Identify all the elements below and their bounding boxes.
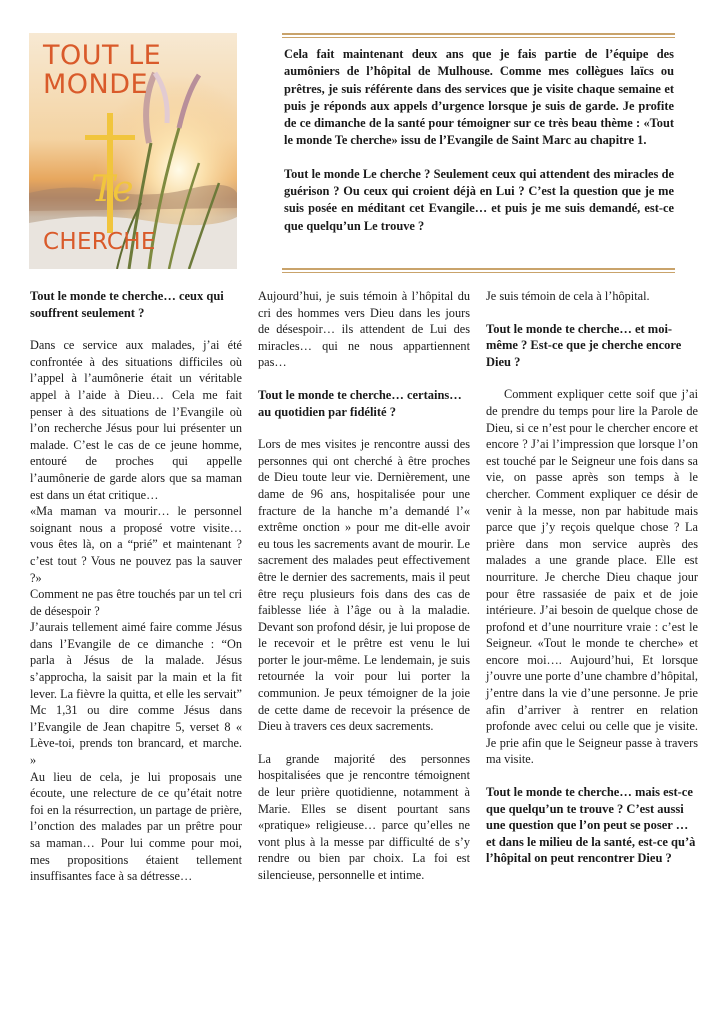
cover-title-line3: CHERCHE bbox=[43, 229, 156, 255]
col2-paragraph-2: Lors de mes visites je rencontre aussi des personnes qui ont cherché à être proches de Dieu toute leur vie. Dernièrement, une dame de 96 ans, hospitalisée pour une fracture de la hanche m’a demandé l’« extrême onction » pour me dit-elle avoir eu tous les sacrements avant de mourir. Le sacrement des malades peut effectivement être le dernier des sacrements, mais il peut être reçu plusieurs fois dans des cas de faiblesse liée à l’âge ou à la maladie. Devant son profond désir, je lui propose de le recevoir et le prêtre est venu le lui porter le jour-même. Le lendemain, je suis retournée la voir pour lui porter la communion. Je peux témoigner de la joie de cette dame de recevoir la présence de Dieu à travers ces deux sacrements. bbox=[258, 437, 470, 734]
intro-block bbox=[284, 46, 674, 251]
col2-paragraph-3: La grande majorité des personnes hospitalisées que je rencontre témoignent de leur prière quotidienne, notamment à Marie. Elles se disent pourtant sans «pratique» religieuse… parce qu’elles ne vont plus à la messe par difficulté de s’y rendre ou bien par choix. La foi est silencieuse, personnelle et intime. bbox=[258, 751, 470, 882]
column-1 bbox=[30, 288, 242, 885]
col3-paragraph-2: Comment expliquer cette soif que j’ai de prendre du temps pour lire la Parole de Dieu, si ce n’est pour le chercher encore et encore ? J’ai l’impression que lorsque l’on est touché par le Seigneur une fois dans sa vie, on passe après son temps à le chercher. Comment expliquer ce désir de venir à la messe, non par habitude mais parce que j’y reçois quelque chose ? La prière dans mon service auprès des malades a une grande place. Elle est nourriture. Je cherche Dieu chaque jour pour être rassasiée de paix et de joie intérieure. J’ai besoin de quelque chose de profond et d’une nourriture vraie : c’est le Seigneur. «Tout le monde te cherche» et encore moi…. Aujourd’hui, Et lorsque j’ouvre une porte d’une chambre d’hôpital, j’entre dans la vie d’une personne. Je prie afin d’arriver à rentrer en relation profonde avec celui ou celle que je visite. Je prie afin que le Seigneur passe à travers ma visite. bbox=[486, 387, 698, 767]
bottom-divider bbox=[282, 268, 675, 270]
col3-heading-2: Tout le monde te cherche… mais est-ce que quelqu’un te trouve ? C’est aussi une question que l’on peut se poser … et dans le milieu de la santé, est-ce qu’à l’hôpital on peut rencontrer Dieu ? bbox=[486, 785, 696, 866]
cover-title-line2: MONDE bbox=[43, 69, 149, 100]
col3-paragraph-1: Je suis témoin de cela à l’hôpital. bbox=[486, 289, 650, 303]
col1-paragraph-5: Au lieu de cela, je lui proposais une écoute, une relecture de ce qu’était notre foi en la résurrection, un partage de prière, l’onction des malades par un prêtre pour sa maman… Pour lui comme pour moi, mes propositions étaient tellement insuffisantes face à sa détresse… bbox=[30, 769, 242, 884]
column-3 bbox=[486, 288, 698, 883]
col1-paragraph-3: Comment ne pas être touchés par un tel cri de désespoir ? bbox=[30, 587, 242, 618]
col1-paragraph-2: «Ma maman va mourir… le personnel soignant nous a proposé votre visite… vous êtes là, on a “prié” et maintenant ? c’est tout ? Vous ne pouvez pas la sauver ?» bbox=[30, 504, 242, 585]
cover-title-line1: TOUT LE bbox=[43, 40, 162, 71]
col1-paragraph-1: Dans ce service aux malades, j’ai été confrontée à des situations difficiles où l’appel à l’aumônerie était un véritable appel à l’aide à Dieu… Cela me fait penser à des situations de l’Evangile où l’on recherche Jésus pour lui présenter un malade. C’est le cas de ce jeune homme, entouré de proches qui appelle l’aumônerie de garde alors que sa maman est dans un état critique… bbox=[30, 338, 242, 502]
cover-title-te: Te bbox=[91, 169, 134, 210]
col1-heading: Tout le monde te cherche… ceux qui souffrent seulement ? bbox=[30, 289, 224, 320]
column-2 bbox=[258, 288, 470, 900]
col2-paragraph-1: Aujourd’hui, je suis témoin à l’hôpital du cri des hommes vers Dieu dans les jours de désespoir… ils attendent de Lui des miracles… qui ne nous appartiennent pas… bbox=[258, 289, 470, 370]
intro-paragraph-1: Cela fait maintenant deux ans que je fais partie de l’équipe des aumôniers de l’hôpital de Mulhouse. Comme mes collègues laïcs ou prêtres, je suis référente dans des services que je visite chaque semaine et puis je réponds aux appels d’urgence lorsque je suis de garde. Je profite de ce dimanche de la santé pour témoigner sur ce très beau thème : «Tout le monde Te cherche» issu de l’Evangile de Saint Marc au chapitre 1. bbox=[284, 47, 674, 148]
intro-paragraph-2: Tout le monde Le cherche ? Seulement ceux qui attendent des miracles de guérison ? Ou ceux qui croient déjà en Lui ? C’est la question que je me suis posée en méditant cet Evangile… et puis je me suis demandé, est-ce que quelqu’un Le trouve ? bbox=[284, 166, 674, 233]
cover-title bbox=[43, 41, 161, 99]
col1-paragraph-4: J’aurais tellement aimé faire comme Jésus dans l’Evangile de ce dimanche : “On parla à Jésus de la malade. Jésus s’approcha, la saisit par la main et la fit lever. La fièvre la quitta, et elle les servait” Mc 1,31 ou dire comme Jésus dans l’Evangile de Jean chapitre 5, verset 8 « Lève-toi, prends ton brancard, et marche. » bbox=[30, 620, 242, 768]
top-divider bbox=[282, 33, 675, 35]
col3-heading-1: Tout le monde te cherche… et moi-même ? Est-ce que je cherche encore Dieu ? bbox=[486, 321, 682, 369]
cover-image bbox=[29, 33, 237, 269]
col2-heading: Tout le monde te cherche… certains… au quotidien par fidélité ? bbox=[258, 387, 462, 419]
